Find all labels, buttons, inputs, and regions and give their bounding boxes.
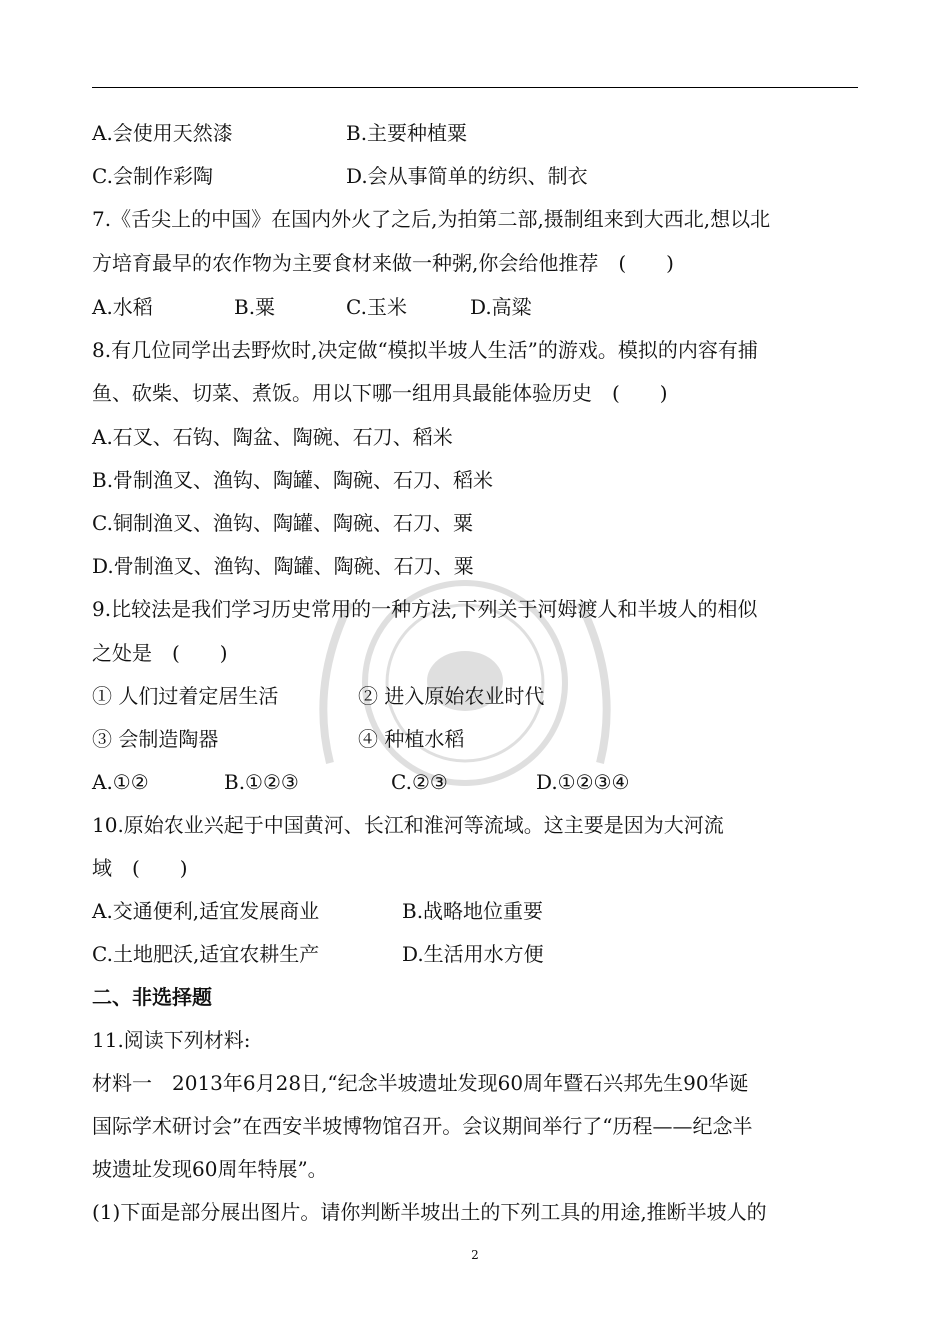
q9-option-b: B.①②③ <box>224 770 299 794</box>
q9-item-3: ③ 会制造陶器 <box>92 727 219 751</box>
q7-option-d: D.高粱 <box>470 295 532 319</box>
page-number: 2 <box>471 1248 479 1262</box>
q11-subquestion-1: (1)下面是部分展出图片。请你判断半坡出土的下列工具的用途,推断半坡人的 <box>92 1200 767 1224</box>
q7-option-a: A.水稻 <box>92 295 153 319</box>
q7-stem-line1: 7.《舌尖上的中国》在国内外火了之后,为拍第二部,摄制组来到大西北,想以北 <box>92 207 771 231</box>
q10-option-d: D.生活用水方便 <box>402 942 544 966</box>
q6-option-b: B.主要种植粟 <box>346 121 468 145</box>
q11-intro: 11.阅读下列材料: <box>92 1028 251 1052</box>
q6-option-a: A.会使用天然漆 <box>92 121 233 145</box>
q10-stem-line2: 域 ( ) <box>92 856 188 880</box>
q7-stem-line2: 方培育最早的农作物为主要食材来做一种粥,你会给他推荐 ( ) <box>92 251 674 275</box>
q8-option-d: D.骨制渔叉、渔钩、陶罐、陶碗、石刀、粟 <box>92 554 474 578</box>
q7-option-b: B.粟 <box>234 295 276 319</box>
q7-option-c: C.玉米 <box>346 295 407 319</box>
q8-option-a: A.石叉、石钩、陶盆、陶碗、石刀、稻米 <box>92 425 453 449</box>
section-title: 二、非选择题 <box>92 985 212 1009</box>
q9-item-2: ② 进入原始农业时代 <box>358 684 545 708</box>
q8-option-c: C.铜制渔叉、渔钩、陶罐、陶碗、石刀、粟 <box>92 511 473 535</box>
q9-stem-line2: 之处是 ( ) <box>92 641 228 665</box>
q11-material1-line3: 坡遗址发现60周年特展”。 <box>92 1157 328 1181</box>
q10-stem-line1: 10.原始农业兴起于中国黄河、长江和淮河等流域。这主要是因为大河流 <box>92 813 724 837</box>
q8-stem-line2: 鱼、砍柴、切菜、煮饭。用以下哪一组用具最能体验历史 ( ) <box>92 381 668 405</box>
q8-option-b: B.骨制渔叉、渔钩、陶罐、陶碗、石刀、稻米 <box>92 468 494 492</box>
q9-item-4: ④ 种植水稻 <box>358 727 465 751</box>
q6-option-d: D.会从事简单的纺织、制衣 <box>346 164 588 188</box>
q9-stem-line1: 9.比较法是我们学习历史常用的一种方法,下列关于河姆渡人和半坡人的相似 <box>92 597 758 621</box>
q9-option-a: A.①② <box>92 770 149 794</box>
q8-stem-line1: 8.有几位同学出去野炊时,决定做“模拟半坡人生活”的游戏。模拟的内容有捕 <box>92 338 758 362</box>
q11-material1-line1: 材料一 2013年6月28日,“纪念半坡遗址发现60周年暨石兴邦先生90华诞 <box>92 1071 749 1095</box>
q10-option-b: B.战略地位重要 <box>402 899 544 923</box>
header-rule <box>92 87 858 88</box>
q11-material1-line2: 国际学术研讨会”在西安半坡博物馆召开。会议期间举行了“历程——纪念半 <box>92 1114 753 1138</box>
q9-item-1: ① 人们过着定居生活 <box>92 684 279 708</box>
q10-option-a: A.交通便利,适宜发展商业 <box>92 899 320 923</box>
q9-option-c: C.②③ <box>391 770 448 794</box>
q6-option-c: C.会制作彩陶 <box>92 164 213 188</box>
q10-option-c: C.土地肥沃,适宜农耕生产 <box>92 942 320 966</box>
q9-option-d: D.①②③④ <box>536 770 630 794</box>
